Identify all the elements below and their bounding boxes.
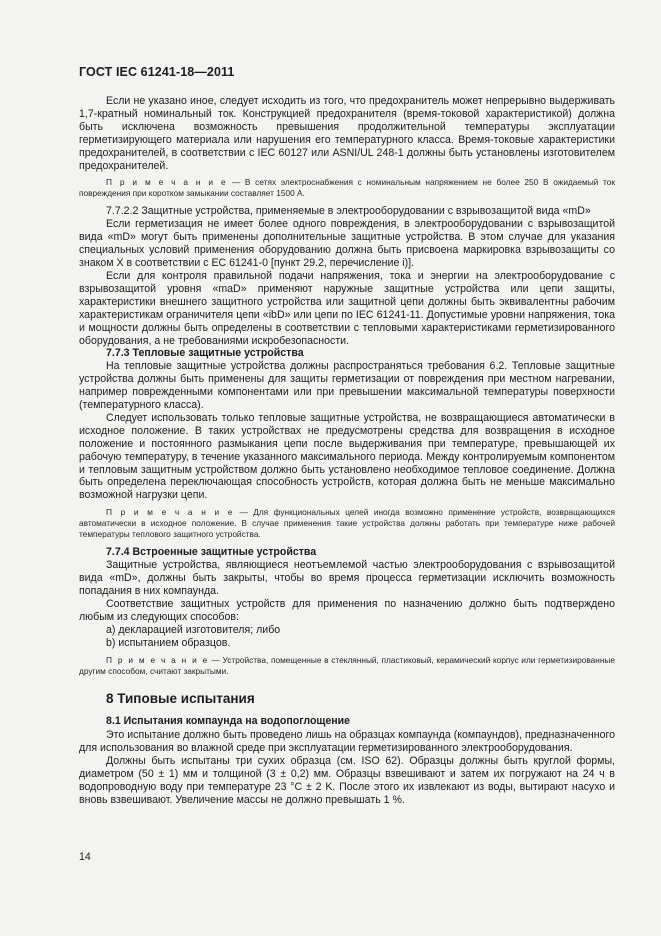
note-autoreset — [79, 507, 615, 540]
paragraph-water-absorption: Это испытание должно быть проведено лишь на образцах компаунда (компаундов), предназначенного для использования во влажной среде при эксплуатации герметизированного электрооборудования. — [79, 729, 615, 755]
paragraph-mad-external: Если для контроля правильной подачи напряжения, тока и энергии на электрооборудование с взрывозащитой уровня «maD» применяют наружные защитные устройства или цепи защиты, характеристики внешнего защитного устройства или защитной цепи должны быть эквивалентны рабочим характеристикам ограничителя цепи «ibD» или цепи по IEC 61241-11. Допустимые уровни напряжения, тока и мощности должны быть определены в соответствии с тепловыми характеристиками герметизированного оборудования, а не требованиями искробезопасности. — [79, 269, 615, 347]
paragraph-samples: Должны быть испытаны три сухих образца (см. ISO 62). Образцы должны быть круглой формы, диаметром (50 ± 1) мм и толщиной (3 ± 0,2) мм. Образцы взвешивают и затем их погружают на 24 ч в водопроводную воду при температуре 23 °С ± 2 K. После этого их извлекают из воды, вытирают насухо и вновь взвешивают. Увеличение массы не должно превышать 1 %. — [79, 755, 615, 806]
clause-7-7-2-2: 7.7.2.2 Защитные устройства, применяемые в электрооборудовании с взрывозащитой вида «mD» — [106, 205, 591, 218]
note-text: — Для функциональных целей иногда возможно применение устройств, возвращающихся автоматически в исходное положение. В случае применения такие устройства должны работать при температуре ниже рабочей температуры теплового защитного устройства. — [79, 507, 615, 540]
clause-7-7-4: 7.7.4 Встроенные защитные устройства — [106, 546, 317, 559]
list-item-a: a) декларацией изготовителя; либо — [106, 623, 281, 636]
paragraph-thermal-nonreset: Следует использовать только тепловые защитные устройства, не возвращающиеся автоматически в исходное положение. В таких устройствах не предусмотрены средства для возвращения в исходное положение и постоянного размыкания цепи после выдерживания при температуре, превышающей их рабочую температуру, в течение указанного максимального периода. Между контролируемым компонентом и тепловым защитным устройством должно быть установлено необходимое тепловое соединение. Должна быть определена переключающая способность устройств, которая должна быть не меньше максимально возможной нагрузки цепи. — [79, 411, 615, 502]
paragraph-integral-devices: Защитные устройства, являющиеся неотъемлемой частью электрооборудования с взрывозащитой вида «mD», должны быть закрыты, чтобы во время процесса герметизации исключить возможность попадания в них компаунда. — [79, 559, 615, 597]
clause-7-7-3: 7.7.3 Тепловые защитные устройства — [106, 347, 304, 360]
paragraph-thermal-requirements: На тепловые защитные устройства должны распространяться требования 6.2. Тепловые защитные устройства должны быть применены для защиты герметизации от повреждения при местном нагревании, например поврежденными компонентами или при превышении максимальной температуры поверхности (температурного класса). — [79, 360, 615, 412]
note-label: П р и м е ч а н и е — [106, 177, 228, 188]
list-item-b: b) испытанием образцов. — [106, 636, 231, 649]
note-label: П р и м е ч а н и е — [106, 507, 234, 518]
section-8-1-title: 8.1 Испытания компаунда на водопоглощение — [106, 715, 351, 728]
note-label: П р и м е ч а н и е — [106, 654, 209, 665]
note-text: — В сетях электроснабжения с номинальным напряжением не более 250 В ожидаемый ток повреждения при коротком замыкании составляет 1500 А. — [79, 177, 615, 199]
section-8-title: 8 Типовые испытания — [106, 690, 255, 706]
document-header: ГОСТ IEC 61241-18—2011 — [79, 65, 235, 79]
paragraph-conformity: Соответствие защитных устройств для применения по назначению должно быть подтверждено любым из следующих способов: — [79, 597, 615, 623]
note-text: — Устройства, помещенные в стеклянный, пластиковый, керамический корпус или герметизированные другим способом, считают закрытыми. — [79, 654, 615, 676]
document-body — [79, 95, 615, 807]
page-number: 14 — [79, 851, 91, 863]
note-enclosed — [79, 655, 615, 677]
paragraph-fuse-current: Если не указано иное, следует исходить из того, что предохранитель может непрерывно выдерживать 1,7-кратный номинальный ток. Конструкцией предохранителя (время-токовой характеристикой) должна быть исключена возможность превышения продолжительной температуры эксплуатации герметизирующего материала или нарушения его температурного класса. Время-токовые характеристики предохранителей, в соответствии с IEC 60127 или ASNI/UL 248-1 должны быть установлены изготовителем предохранителей. — [79, 95, 615, 172]
paragraph-md-protection: Если герметизация не имеет более одного повреждения, в электрооборудовании с взрывозащитой вида «mD» могут быть применены дополнительные защитные устройства. В этом случае для указания специальных условий применения оборудованию должна быть присвоена маркировка взрывозащиты со знаком X в соответствии с EC 61241-0 [пункт 29.2, перечисление i)]. — [79, 218, 615, 270]
note-short-circuit — [79, 177, 615, 199]
